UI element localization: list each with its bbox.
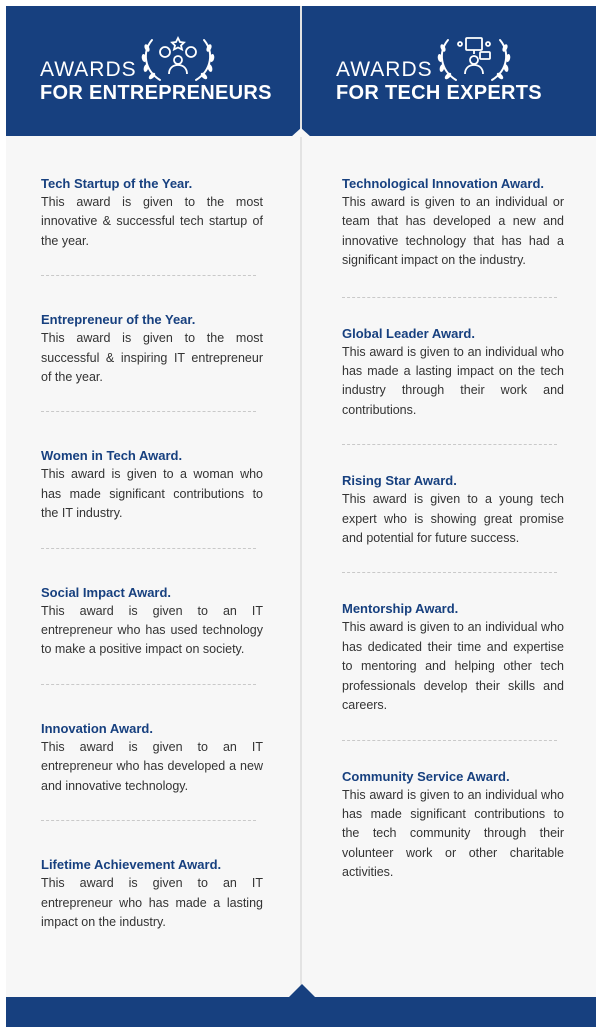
award-item xyxy=(342,324,564,421)
dashed-separator xyxy=(342,572,557,573)
entrepreneurs-header xyxy=(6,6,300,136)
dashed-separator xyxy=(342,740,557,741)
award-description: This award is given to a woman who has made significant contributions to the IT industry. xyxy=(41,467,263,521)
dashed-separator xyxy=(41,548,256,549)
dashed-separator xyxy=(41,411,256,412)
header-line2: FOR TECH EXPERTS xyxy=(336,82,542,104)
award-description: This award is given to an individual or team that has developed a new and innovative technology that has had a significant impact on the industry. xyxy=(342,195,564,268)
tech-experts-header xyxy=(302,6,596,136)
award-description: This award is given to an IT entrepreneur who has developed a new and innovative technology. xyxy=(41,739,263,793)
entrepreneur-awards-list xyxy=(41,174,263,932)
award-title: Entrepreneur of the Year. xyxy=(41,312,196,328)
award-item xyxy=(41,855,263,932)
laurel-people-award-icon xyxy=(138,32,218,84)
award-title: Mentorship Award. xyxy=(342,601,459,617)
dashed-separator xyxy=(41,820,256,821)
award-item xyxy=(41,719,263,796)
award-item xyxy=(41,310,263,387)
award-description: This award is given to the most successful & inspiring IT entrepreneur of the year. xyxy=(41,331,263,385)
award-title: Women in Tech Award. xyxy=(41,448,183,464)
award-description: This award is given to an IT entrepreneur who has made a lasting impact on the industry. xyxy=(41,876,263,929)
award-title: Innovation Award. xyxy=(41,720,153,736)
award-item xyxy=(41,446,263,523)
award-title: Rising Star Award. xyxy=(342,473,457,489)
laurel-tech-award-icon xyxy=(434,32,514,84)
dashed-separator xyxy=(41,275,256,276)
tech-expert-awards-list xyxy=(342,174,564,883)
award-item xyxy=(342,471,564,548)
award-description: This award is given to an individual who has made significant contributions to the tech community through their volunteer work or other charitable activities. xyxy=(342,787,564,880)
dashed-separator xyxy=(342,444,557,445)
award-title: Social Impact Award. xyxy=(41,584,172,600)
header-notch xyxy=(291,128,311,137)
award-item xyxy=(41,583,263,660)
header-line1: AWARDS xyxy=(336,58,433,81)
award-item xyxy=(342,599,564,715)
award-description: This award is given to the most innovative & successful tech startup of the year. xyxy=(41,195,263,248)
award-description: This award is given to an IT entrepreneur who has used technology to make a positive impact on society. xyxy=(41,603,263,657)
dashed-separator xyxy=(41,684,256,685)
header-line2: FOR ENTREPRENEURS xyxy=(40,82,272,104)
award-item xyxy=(342,767,564,883)
award-title: Technological Innovation Award. xyxy=(342,176,545,191)
award-item xyxy=(41,174,263,251)
award-item xyxy=(342,174,564,271)
dashed-separator xyxy=(342,297,557,298)
award-title: Lifetime Achievement Award. xyxy=(41,857,222,873)
footer-bar xyxy=(6,997,596,1027)
column-divider xyxy=(300,6,302,1027)
award-title: Global Leader Award. xyxy=(342,325,475,341)
award-title: Tech Startup of the Year. xyxy=(41,176,193,191)
award-description: This award is given to an individual who has dedicated their time and expertise to mentoring and helping other tech professionals develop their skills and careers. xyxy=(342,620,564,713)
award-title: Community Service Award. xyxy=(342,768,510,784)
header-line1: AWARDS xyxy=(40,58,137,81)
award-description: This award is given to an individual who has made a lasting impact on the tech industry through their work and contributions. xyxy=(342,344,564,417)
footer-notch xyxy=(289,984,315,997)
award-description: This award is given to a young tech expert who is showing great promise and potential for future success. xyxy=(342,492,564,546)
awards-infographic xyxy=(6,6,596,1027)
